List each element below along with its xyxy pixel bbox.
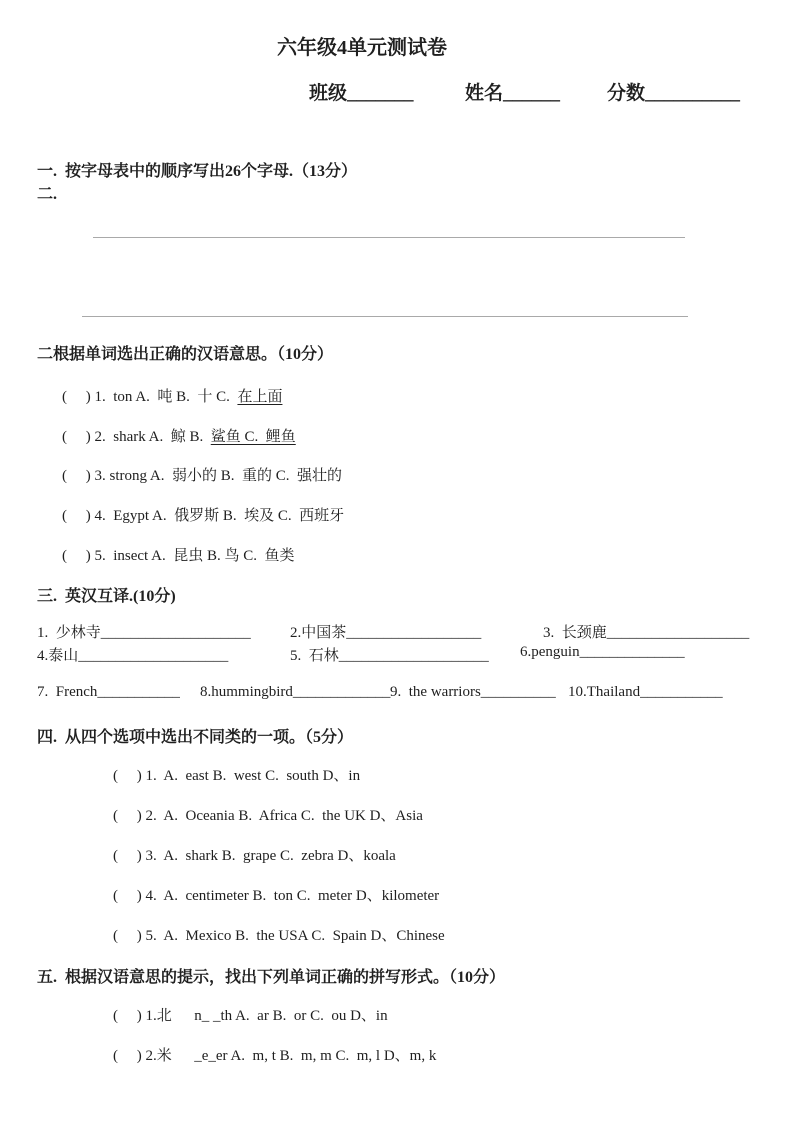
question-text: ( ) 3. strong A. 弱小的 B. 重的 C. 强壮的 bbox=[62, 468, 343, 484]
score-field: 分数__________ bbox=[607, 83, 741, 104]
section2-question-4 bbox=[62, 504, 344, 525]
name-field: 姓名______ bbox=[465, 83, 561, 104]
section4-question-5: ( ) 5. A. Mexico B. the USA C. Spain D、Chinese bbox=[113, 928, 445, 944]
section3-item-6: 6.penguin______________ bbox=[520, 644, 685, 660]
section2-question-5 bbox=[62, 544, 295, 565]
section4-question-1: ( ) 1. A. east B. west C. south D、in bbox=[113, 768, 361, 784]
section2-heading: 二根据单词选出正确的汉语意思。（10分） bbox=[37, 346, 334, 363]
section3-item-7: 7. French___________ bbox=[37, 684, 180, 700]
section4-question-2: ( ) 2. A. Oceania B. Africa C. the UK D、Asia bbox=[113, 808, 423, 824]
question-text: ( ) 1. ton A. 吨 B. 十 C. bbox=[62, 389, 238, 405]
question-text: ( ) 4. Egypt A. 俄罗斯 B. 埃及 C. 西班牙 bbox=[62, 508, 345, 524]
exam-title: 六年级4单元测试卷 bbox=[277, 37, 447, 59]
section1-heading: 一. 按字母表中的顺序写出26个字母.（13分） bbox=[37, 163, 358, 180]
underlined-option: 鲨鱼 C. 鲤鱼 bbox=[210, 429, 296, 445]
section3-item-1: 1. 少林寺____________________ bbox=[37, 625, 251, 641]
section5-question-2: ( ) 2.米 _e_er A. m, t B. m, m C. m, l D、m, k bbox=[113, 1048, 437, 1064]
class-field: 班级_______ bbox=[309, 83, 414, 104]
section5-question-1: ( ) 1.北 n_ _th A. ar B. or C. ou D、in bbox=[113, 1008, 388, 1024]
answer-line-1 bbox=[93, 237, 685, 238]
section3-item-10: 10.Thailand___________ bbox=[568, 684, 723, 700]
section3-item-8: 8.hummingbird_____________ bbox=[200, 684, 391, 700]
section3-item-3: 3. 长颈鹿___________________ bbox=[543, 625, 750, 641]
section3-item-9: 9. the warriors__________ bbox=[390, 684, 556, 700]
section2-question-1 bbox=[62, 385, 282, 406]
question-text: ( ) 5. insect A. 昆虫 B. 鸟 C. 鱼类 bbox=[62, 548, 295, 564]
question-text: ( ) 2. shark A. 鲸 B. bbox=[62, 429, 211, 445]
section3-item-4: 4.泰山____________________ bbox=[37, 648, 229, 664]
section1-subheading: 二. bbox=[37, 186, 58, 203]
section2-question-3 bbox=[62, 464, 342, 485]
section3-item-2: 2.中国茶__________________ bbox=[290, 625, 482, 641]
section3-heading: 三. 英汉互译.(10分) bbox=[37, 588, 176, 605]
section3-item-5: 5. 石林____________________ bbox=[290, 648, 489, 664]
section4-question-4: ( ) 4. A. centimeter B. ton C. meter D、kilometer bbox=[113, 888, 440, 904]
answer-line-2 bbox=[82, 316, 688, 317]
section2-question-2 bbox=[62, 425, 296, 446]
section4-question-3: ( ) 3. A. shark B. grape C. zebra D、koala bbox=[113, 848, 396, 864]
section5-heading: 五. 根据汉语意思的提示，找出下列单词正确的拼写形式。（10分） bbox=[37, 969, 506, 986]
section4-heading: 四. 从四个选项中选出不同类的一项。（5分） bbox=[37, 729, 354, 746]
underlined-option: 在上面 bbox=[237, 389, 283, 405]
